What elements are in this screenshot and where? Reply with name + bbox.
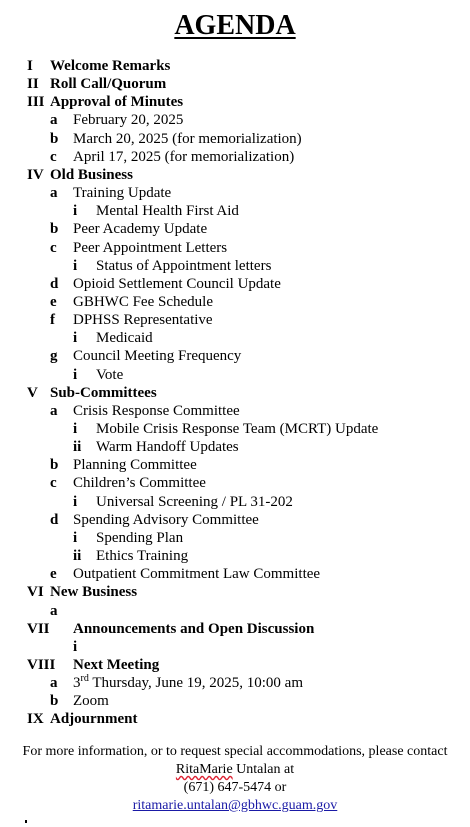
agenda-number: i (73, 257, 78, 274)
agenda-text: Children’s Committee (73, 475, 206, 492)
agenda-number: b (50, 221, 59, 238)
agenda-number: c (50, 148, 57, 165)
agenda-number: a (50, 185, 58, 202)
page-mark (25, 820, 27, 823)
agenda-text: Warm Handoff Updates (96, 439, 239, 456)
agenda-text: Announcements and Open Discussion (73, 620, 315, 637)
agenda-text: Roll Call/Quorum (50, 76, 167, 93)
agenda-text: Status of Appointment letters (96, 257, 272, 274)
agenda-number: b (50, 130, 59, 147)
agenda-number: e (50, 293, 57, 310)
agenda-number: a (50, 602, 58, 619)
agenda-text: Opioid Settlement Council Update (73, 275, 281, 292)
agenda-text: March 20, 2025 (for memorialization) (73, 130, 302, 147)
agenda-number: b (50, 457, 59, 474)
agenda-number: a (50, 112, 58, 129)
agenda-number: d (50, 511, 59, 528)
agenda-text: Welcome Remarks (50, 58, 171, 74)
agenda-number: VI (27, 584, 44, 601)
agenda-text: April 17, 2025 (for memorialization) (73, 148, 295, 165)
agenda-text: Zoom (73, 693, 109, 710)
agenda-text: GBHWC Fee Schedule (73, 293, 213, 310)
agenda-number: ii (73, 548, 82, 565)
agenda-number: VIII (27, 656, 56, 673)
agenda-number: e (50, 566, 57, 583)
agenda-text: Crisis Response Committee (73, 402, 240, 419)
agenda-text: Planning Committee (73, 457, 197, 474)
agenda-text: Old Business (50, 166, 133, 183)
agenda-number: d (50, 275, 59, 292)
agenda-number: i (73, 421, 78, 437)
agenda-text: Vote (96, 366, 124, 383)
agenda-number: i (73, 366, 78, 383)
agenda-number: f (50, 312, 55, 329)
contact-intro: For more information, or to request special accommodations, please contact (22, 744, 448, 759)
agenda-number: a (50, 675, 58, 692)
agenda-text: Mental Health First Aid (96, 203, 239, 220)
agenda-number: i (73, 529, 78, 546)
agenda-number: c (50, 239, 57, 256)
agenda-text: Spending Plan (96, 529, 184, 546)
agenda-number: a (50, 402, 58, 419)
agenda-text: Training Update (73, 185, 172, 202)
agenda-number: i (73, 330, 78, 347)
agenda-number: IX (27, 711, 44, 728)
agenda-text: Medicaid (96, 330, 153, 347)
agenda-text: Spending Advisory Committee (73, 511, 259, 528)
agenda-text: Approval of Minutes (50, 94, 184, 111)
contact-phone: (671) 647-5474 or (183, 780, 287, 795)
agenda-number: i (73, 203, 78, 220)
agenda-text: Next Meeting (73, 656, 160, 673)
agenda-number: III (27, 94, 45, 111)
agenda-number: i (73, 638, 78, 655)
agenda-text: February 20, 2025 (73, 112, 184, 129)
agenda-text: Peer Appointment Letters (73, 239, 228, 256)
agenda-text: New Business (50, 584, 138, 601)
contact-name-rest: Untalan at (232, 762, 295, 777)
agenda-number: g (50, 348, 58, 365)
contact-footer (0, 743, 470, 815)
agenda-number: II (27, 76, 39, 93)
agenda-number: VII (27, 620, 50, 637)
agenda-text: Ethics Training (96, 548, 189, 565)
agenda-text: Sub-Committees (50, 384, 157, 401)
agenda-number: I (27, 58, 33, 74)
contact-name-line (0, 761, 470, 779)
agenda-title: AGENDA (174, 10, 296, 41)
contact-name: RitaMarie (175, 762, 233, 777)
agenda-number: IV (27, 166, 44, 183)
agenda-text: Adjournment (50, 711, 138, 728)
agenda-number: V (27, 384, 38, 401)
agenda-text: Universal Screening / PL 31-202 (96, 493, 293, 510)
agenda-number: b (50, 693, 59, 710)
agenda-text: Outpatient Commitment Law Committee (73, 566, 321, 583)
agenda-text: Peer Academy Update (73, 221, 208, 238)
agenda-text: 3rd Thursday, June 19, 2025, 10:00 am (73, 673, 303, 692)
agenda-number: c (50, 475, 57, 492)
agenda-text: Mobile Crisis Response Team (MCRT) Update (96, 421, 379, 437)
agenda-text: DPHSS Representative (73, 312, 213, 329)
agenda-text: Council Meeting Frequency (73, 348, 242, 365)
agenda-number: ii (73, 439, 82, 456)
agenda-number: i (73, 493, 78, 510)
contact-email-link[interactable]: ritamarie.untalan@gbhwc.guam.gov (132, 798, 338, 813)
